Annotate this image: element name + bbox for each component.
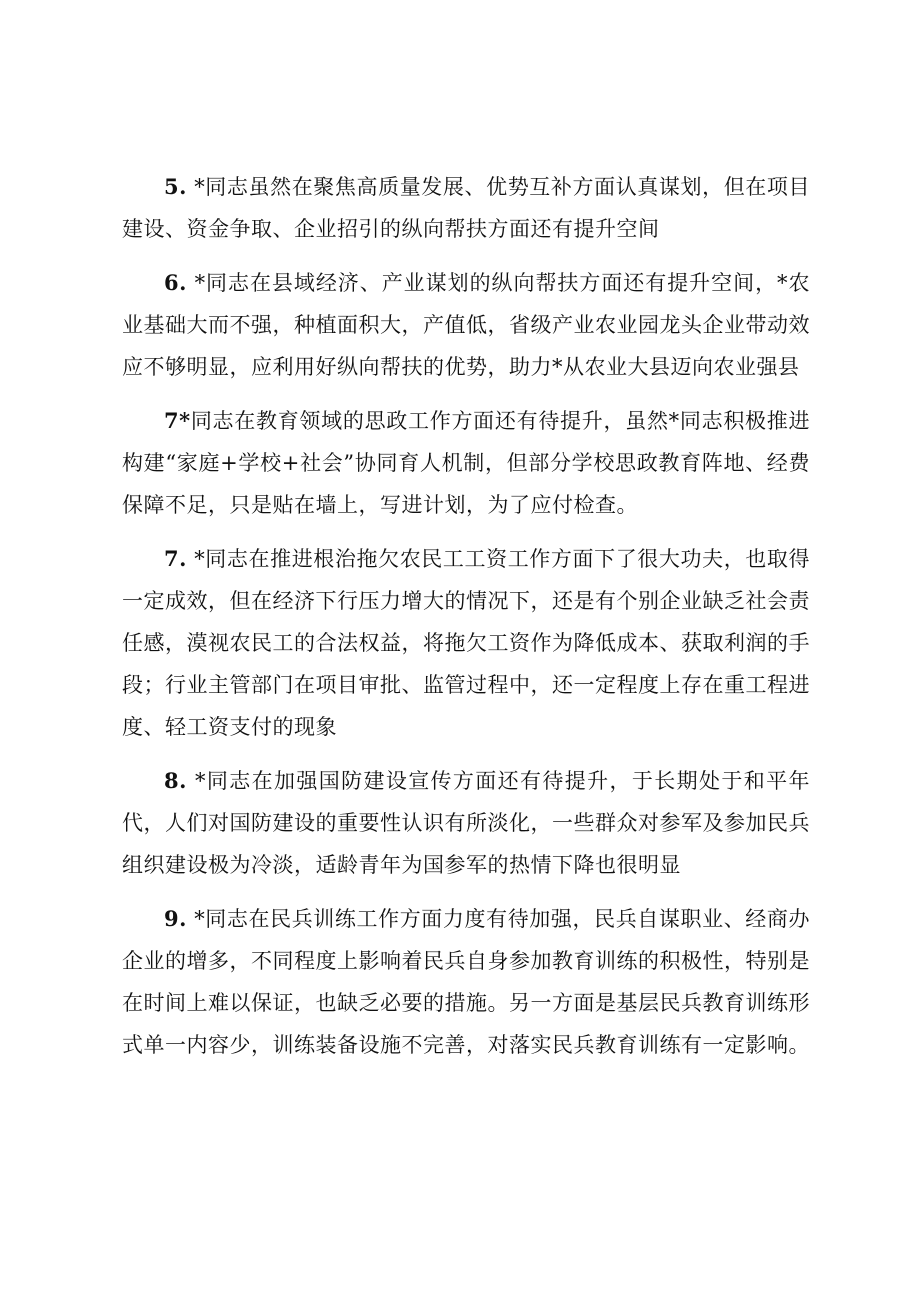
paragraph-number: 9. <box>164 906 187 931</box>
paragraph-text: *同志在县域经济、产业谋划的纵向帮扶方面还有提升空间，*农业基础大而不强，种植面积大，产值低，省级产业农业园龙头企业带动效应不够明显，应利用好纵向帮扶的优势，助力*从农业大县迈向农业强县 <box>122 271 810 379</box>
paragraph-5 <box>122 166 810 250</box>
paragraph-number: 5. <box>164 174 187 199</box>
paragraph-7-wages <box>122 538 810 748</box>
document-body <box>122 166 810 1078</box>
paragraph-text: *同志在加强国防建设宣传方面还有待提升，于长期处于和平年代，人们对国防建设的重要性认识有所淡化，一些群众对参军及参加民兵组织建设极为冷淡，适龄青年为国参军的热情下降也很明显 <box>122 769 810 877</box>
paragraph-number: 6. <box>164 270 187 295</box>
paragraph-number: 7. <box>164 546 187 571</box>
paragraph-text: *同志虽然在聚焦高质量发展、优势互补方面认真谋划，但在项目建设、资金争取、企业招引的纵向帮扶方面还有提升空间 <box>122 175 810 241</box>
paragraph-9 <box>122 898 810 1066</box>
paragraph-number: 8. <box>164 768 187 793</box>
paragraph-text: 同志在教育领域的思政工作方面还有待提升，虽然*同志积极推进构建“家庭+学校+社会”协同育人机制，但部分学校思政教育阵地、经费保障不足，只是贴在墙上，写进计划，为了应付检查。 <box>122 409 810 517</box>
paragraph-number: 7* <box>164 408 191 433</box>
paragraph-6 <box>122 262 810 388</box>
paragraph-7-education <box>122 400 810 526</box>
paragraph-text: *同志在民兵训练工作方面力度有待加强，民兵自谋职业、经商办企业的增多，不同程度上影响着民兵自身参加教育训练的积极性，特别是在时间上难以保证，也缺乏必要的措施。另一方面是基层民兵教育训练形式单一内容少，训练装备设施不完善，对落实民兵教育训练有一定影响。 <box>122 907 810 1057</box>
paragraph-8 <box>122 760 810 886</box>
paragraph-text: *同志在推进根治拖欠农民工工资工作方面下了很大功夫，也取得一定成效，但在经济下行压力增大的情况下，还是有个别企业缺乏社会责任感，漠视农民工的合法权益，将拖欠工资作为降低成本、获取利润的手段；行业主管部门在项目审批、监管过程中，还一定程度上存在重工程进度、轻工资支付的现象 <box>122 547 810 739</box>
